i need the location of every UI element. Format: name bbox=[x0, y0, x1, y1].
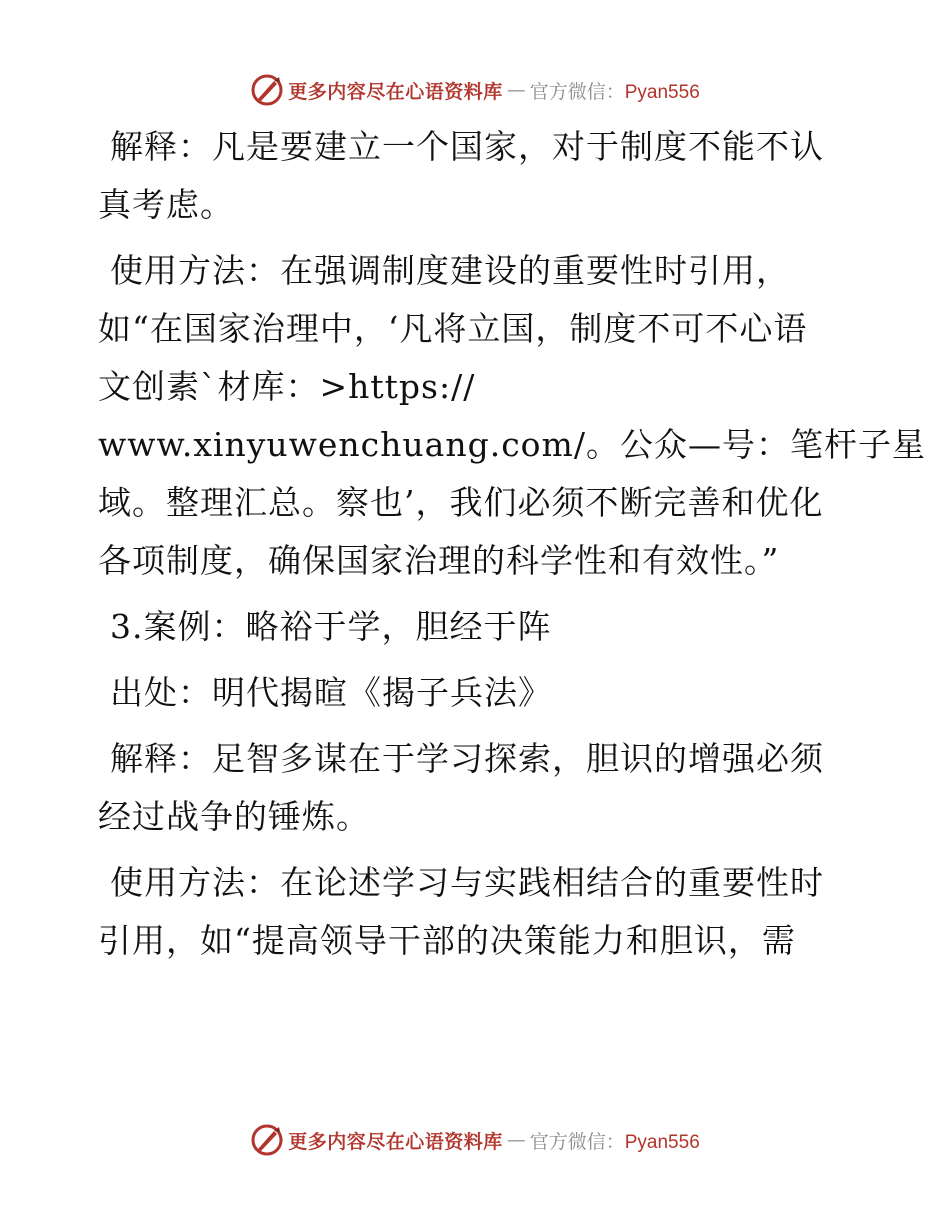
banner-text: 更多内容尽在心语资料库 bbox=[288, 1130, 503, 1153]
text-line: 出处：明代揭暄《揭子兵法》 bbox=[110, 673, 552, 712]
banner-contact-id: Pyan556 bbox=[624, 81, 700, 103]
text-line: 使用方法：在论述学习与实践相结合的重要性时 bbox=[110, 863, 824, 902]
text-line: 解释：足智多谋在于学习探索，胆识的增强必须 bbox=[110, 739, 824, 778]
quill-logo-icon bbox=[250, 73, 284, 107]
text-line: 真考虑。 bbox=[98, 185, 234, 224]
text-line: 各项制度，确保国家治理的科学性和有效性。” bbox=[98, 541, 780, 580]
banner-contact bbox=[530, 1127, 700, 1154]
paragraph-usage-2 bbox=[98, 854, 858, 970]
paragraph-source bbox=[98, 664, 858, 722]
text-line: 使用方法：在强调制度建设的重要性时引用， bbox=[110, 251, 790, 290]
text-line: 3.案例：略裕于学，胆经于阵 bbox=[110, 607, 552, 646]
paragraph-usage-1 bbox=[98, 242, 926, 590]
text-line: 域。整理汇总。察也’，我们必须不断完善和优化 bbox=[98, 483, 824, 522]
banner-separator: — bbox=[506, 1129, 526, 1151]
document-body bbox=[98, 118, 926, 978]
footer-watermark-banner bbox=[0, 1120, 950, 1160]
quill-logo-icon bbox=[250, 1123, 284, 1157]
paragraph-explanation-1 bbox=[98, 118, 858, 234]
banner-contact-prefix: 官方微信： bbox=[529, 80, 625, 103]
banner-text: 更多内容尽在心语资料库 bbox=[288, 80, 503, 103]
banner-contact-prefix: 官方微信： bbox=[529, 1130, 625, 1153]
paragraph-explanation-2 bbox=[98, 730, 858, 846]
banner-contact bbox=[530, 77, 700, 104]
text-line: 如“在国家治理中，‘凡将立国，制度不可不心语 bbox=[98, 309, 808, 348]
text-line: www.xinyuwenchuang.com/。公众—号：笔杆子星 bbox=[98, 425, 926, 464]
paragraph-case-heading bbox=[98, 598, 858, 656]
header-watermark-banner bbox=[0, 70, 950, 110]
banner-contact-id: Pyan556 bbox=[624, 1131, 700, 1153]
text-line: 解释：凡是要建立一个国家，对于制度不能不认 bbox=[110, 127, 824, 166]
banner-separator: — bbox=[506, 79, 526, 101]
text-line: 文创素`材库：>https:// bbox=[98, 367, 476, 406]
text-line: 经过战争的锤炼。 bbox=[98, 797, 370, 836]
text-line: 引用，如“提高领导干部的决策能力和胆识，需 bbox=[98, 921, 796, 960]
